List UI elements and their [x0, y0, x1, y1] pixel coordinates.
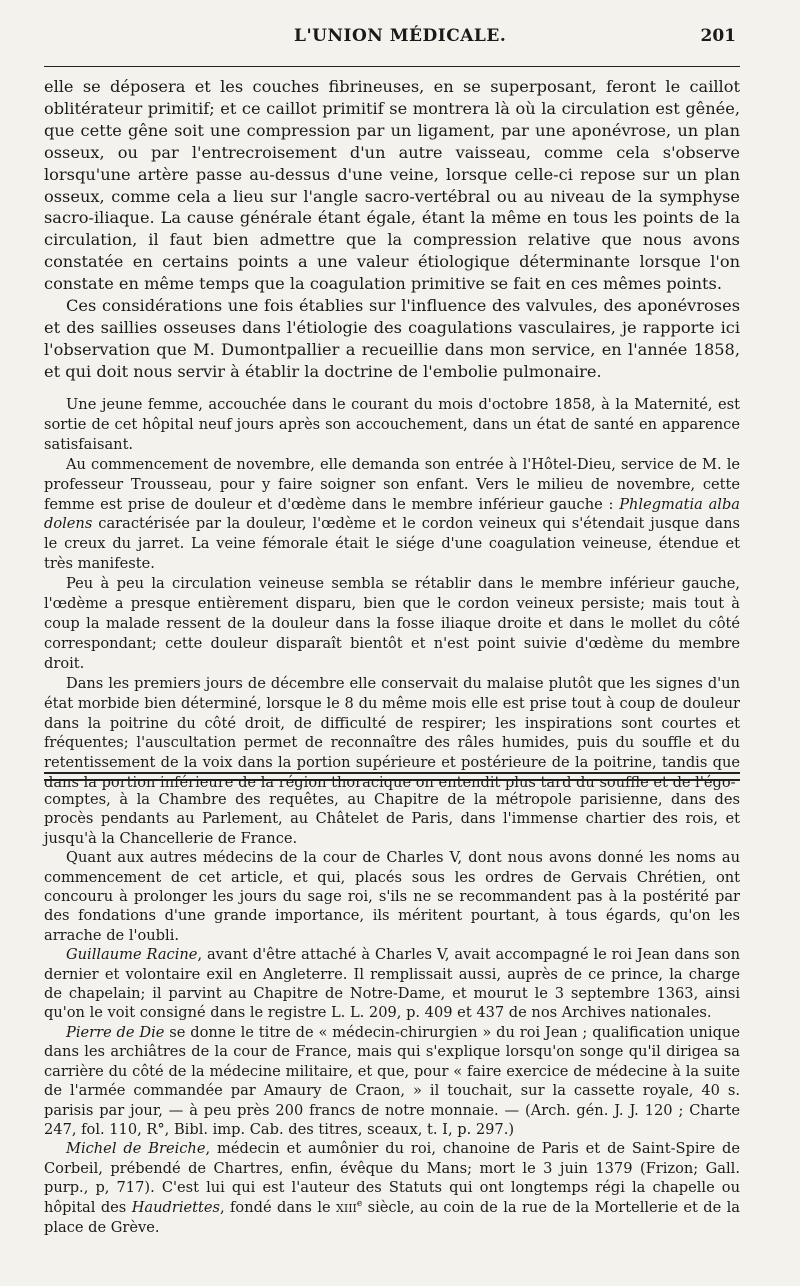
text-run: caractérisée par la douleur, l'œdème et le cordon veineux qui s'étendait jusque dans le creux du jarret. La veine fémorale était le siége d'une coagulation veineuse, étendue et très manifeste. — [44, 515, 740, 573]
text-run: , médecin et aumônier du roi, chanoine de Paris et de Saint-Spire de Corbeil, prébendé de Chartres, enfin, évêque du Mans; mort le 3 juin 1379 (Frizon; Gall. purp., p, 717). C'est lui qui est l'auteur des Statuts qui ont longtemps régi la chapelle ou hôpital des — [44, 1140, 740, 1216]
century-numeral: XIII — [336, 1201, 357, 1215]
paragraph — [44, 945, 740, 1023]
paragraph: Quant aux autres médecins de la cour de Charles V, dont nous avons donné les noms au commencement de cet article, et qui, placés sous les ordres de Gervais Chrétien, ont concouru à prolonger les jours du sage roi, s'ils ne se recommandent pas à la postérité par des fondations d'une grande importance, ils méritent pourtant, à tous égards, qu'on les arrache de l'oubli. — [44, 849, 740, 944]
paragraph — [44, 455, 740, 574]
italic-term: Haudriettes — [131, 1198, 220, 1216]
header-rule — [44, 66, 740, 67]
paragraph: Ces considérations une fois établies sur l'influence des valvules, des aponévroses et des saillies osseuses dans l'étiologie des coagulations vasculaires, je rapporte ici l'observation que M. Dumontpallier a recueillie dans mon service, en l'année 1858, et qui doit nous servir à établir la doctrine de l'embolie pulmonaire. — [44, 296, 740, 381]
superscript: e — [356, 1198, 363, 1209]
paragraph — [44, 1023, 740, 1139]
paragraph: Dans les premiers jours de décembre elle conservait du malaise plutôt que les signes d'un état morbide bien déterminé, lorsque le 8 du même mois elle est prise tout à coup de douleur dans la poitrine du côté droit, de difficulté de respirer; les inspirations sont courtes et fréquentes; l'auscultation permet de reconnaître des râles humides, puis du souffle et du retentissement de la voix dans la portion supérieure et postérieure de la poitrine, tandis que dans la portion inférieure de la région thoracique on entendit plus tard du souffle et de l'égo- — [44, 674, 740, 792]
paragraph: comptes, à la Chambre des requêtes, au Chapitre de la métropole parisienne, dans des procès pendants au Parlement, au Châtelet de Paris, dans l'immense chartier des rois, et jusqu'à la Chancellerie de France. — [44, 791, 740, 847]
text-run: Au commencement de novembre, elle demanda son entrée à l'Hôtel-Dieu, service de M. le professeur Trousseau, pour y faire soigner son enfant. Vers le milieu de novembre, cette femme est prise de douleur et d'œdème dans le membre inférieur gauche : — [44, 455, 740, 513]
document-page — [44, 0, 740, 1286]
text-run: , fondé dans le — [220, 1198, 337, 1216]
paragraph: elle se déposera et les couches fibrineuses, en se superposant, feront le caillot oblitérateur primitif; et ce caillot primitif se montrera là où la circulation est gênée, que cette gêne soit une compression par un ligament, par une aponévrose, un plan osseux, ou par l'entrecroisement d'un autre vaisseau, comme cela s'observe lorsqu'une artère passe au-dessus d'une veine, lorsque celle-ci repose sur un plan osseux, comme cela a lieu sur l'angle sacro-vertébral ou au niveau de la symphyse sacro-iliaque. La cause générale étant égale, étant la même en tous les points de la circulation, il faut bien admettre que la compression relative que nous avons constatée en certains points a une valeur étiologique déterminante lorsque l'on constate en même temps que la coagulation primitive se fait en ces mêmes points. — [44, 77, 740, 294]
page-header — [44, 26, 740, 48]
paragraph: Peu à peu la circulation veineuse sembla se rétablir dans le membre inférieur gauche, l'œdème a presque entièrement disparu, bien que le cordon veineux persiste; mais tout à coup la malade ressent de la douleur dans la fosse iliaque droite et dans le mollet du côté correspondant; cette douleur disparaît bientôt et n'est point suivie d'œdème du membre droit. — [44, 575, 740, 672]
observation-text — [44, 395, 740, 793]
text-run: , avant d'être attaché à Charles V, avait accompagné le roi Jean dans son dernier et volontaire exil en Angleterre. Il remplissait aussi, auprès de ce prince, la charge de chapelain; il parvint au Chapitre de Notre-Dame, et mourut le 3 septembre 1363, ainsi qu'on le voit consigné dans le registre L. L. 209, p. 409 et 437 de nos Archives nationales. — [44, 946, 740, 1022]
person-name: Pierre de Die — [66, 1023, 165, 1041]
person-name: Guillaume Racine — [66, 946, 198, 964]
page-number: 201 — [700, 26, 736, 46]
feuilleton-divider — [44, 772, 740, 781]
paragraph — [44, 1139, 740, 1237]
person-name: Michel de Breiche — [66, 1140, 206, 1158]
italic-term: Phlegmatia alba dolens — [44, 495, 741, 533]
running-title: L'UNION MÉDICALE. — [294, 26, 507, 46]
paragraph: Une jeune femme, accouchée dans le courant du mois d'octobre 1858, à la Maternité, est sortie de cet hôpital neuf jours après son accouchement, dans un état de santé en apparence satisfaisant. — [44, 396, 740, 453]
main-text — [44, 76, 740, 383]
text-run: siècle, au coin de la rue de la Mortellerie et de la place de Grève. — [44, 1198, 740, 1236]
text-run: se donne le titre de « médecin-chirurgien » du roi Jean ; qualification unique dans les archiâtres de la cour de France, mais qui s'explique lorsqu'on songe qu'il dirigea sa carrière du côté de la médecine militaire, et que, pour « faire exercice de médecine à la suite de l'armée commandée par Amaury de Craon, » il touchait, sur la cassette royale, 40 s. parisis par jour, — à peu près 200 francs de notre monnaie. — (Arch. gén. J. J. 120 ; Charte 247, fol. 110, R°, Bibl. imp. Cab. des titres, sceaux, t. I, p. 297.) — [44, 1023, 740, 1138]
feuilleton-text — [44, 790, 740, 1237]
